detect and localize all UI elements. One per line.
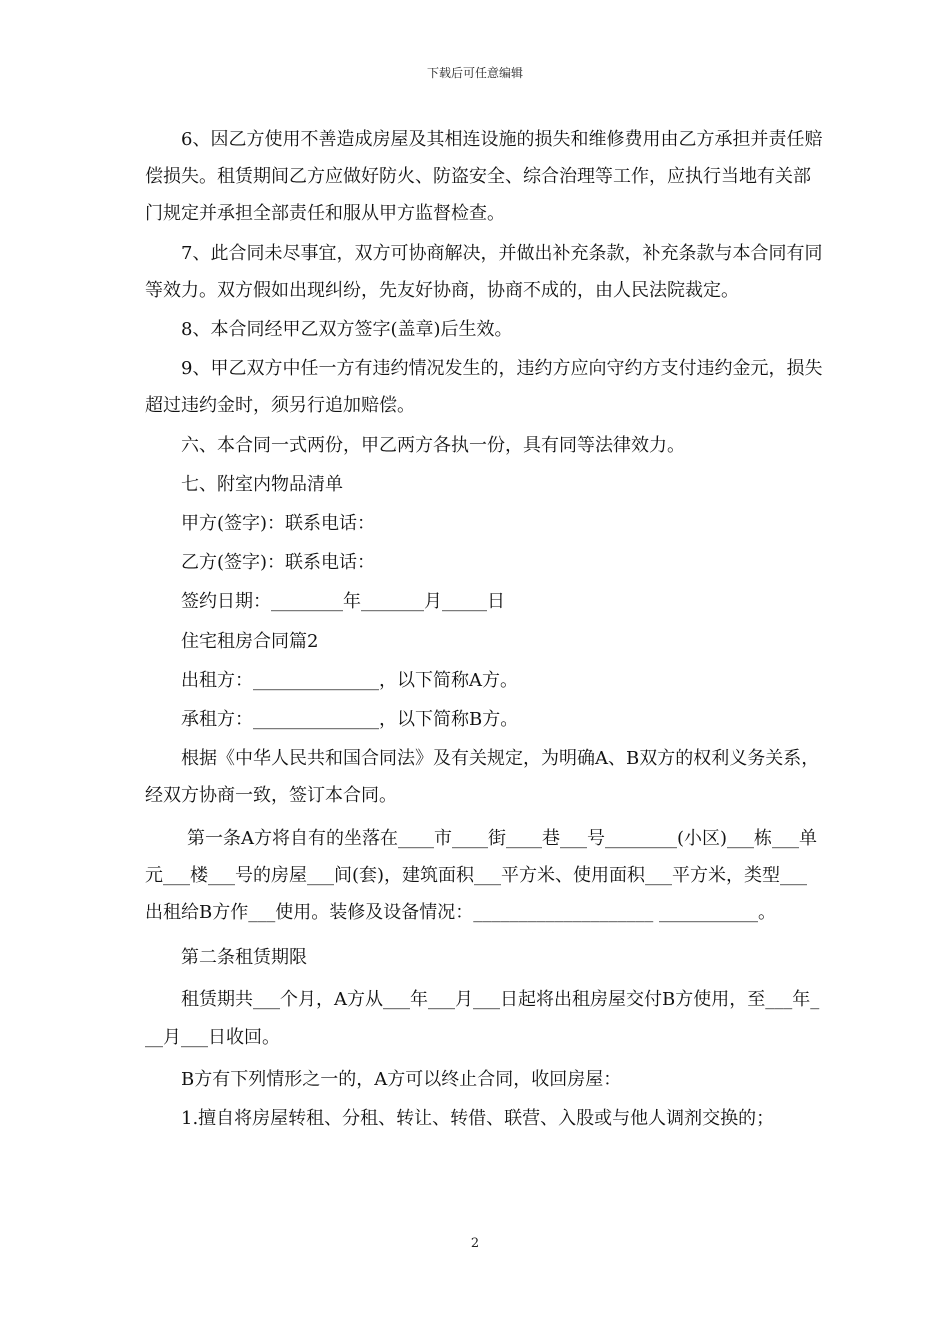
signing-date-line: 签约日期：________年_______月_____日 bbox=[181, 591, 505, 613]
termination-item-1: 1.擅自将房屋转租、分租、转让、转借、联营、入股或与他人调剂交换的； bbox=[181, 1108, 775, 1130]
article-1-paragraph: 第一条A方将自有的坐落在____市____街____巷___号________(小区)___栋___单元___楼___号的房屋___间(套)，建筑面积___平方米、使用面积___平方米，类型___出租给B方作___使用。装修及设备情况：____________________ ___________。 bbox=[145, 827, 818, 924]
lease-term-paragraph: 租赁期共___个月，A方从___年___月___日起将出租房屋交付B方使用，至___年___月___日收回。 bbox=[145, 989, 820, 1048]
section-7-heading: 七、附室内物品清单 bbox=[181, 473, 343, 495]
page-header: 下载后可任意编辑 bbox=[426, 66, 523, 80]
contract-2-title: 住宅租房合同篇2 bbox=[181, 630, 319, 652]
lessee-line: 承租方：______________，以下简称B方。 bbox=[181, 709, 519, 731]
party-b-signature-line: 乙方(签字)：联系电话： bbox=[181, 552, 376, 574]
document-body bbox=[145, 121, 825, 1137]
clause-6-paragraph: 6、因乙方使用不善造成房屋及其相连设施的损失和维修费用由乙方承担并责任赔偿损失。租赁期间乙方应做好防火、防盗安全、综合治理等工作，应执行当地有关部门规定并承担全部责任和服从甲方监督检查。 bbox=[145, 129, 823, 225]
section-6-paragraph: 六、本合同一式两份，甲乙两方各执一份，具有同等法律效力。 bbox=[181, 434, 685, 456]
party-a-signature-line: 甲方(签字)：联系电话： bbox=[181, 513, 376, 535]
termination-intro-paragraph: B方有下列情形之一的，A方可以终止合同，收回房屋： bbox=[181, 1068, 622, 1090]
clause-9-paragraph: 9、甲乙双方中任一方有违约情况发生的，违约方应向守约方支付违约金元，损失超过违约金时，须另行追加赔偿。 bbox=[145, 358, 823, 417]
lessor-line: 出租方：______________，以下简称A方。 bbox=[181, 669, 518, 691]
clause-7-paragraph: 7、此合同未尽事宜，双方可协商解决，并做出补充条款，补充条款与本合同有同等效力。双方假如出现纠纷，先友好协商，协商不成的，由人民法院裁定。 bbox=[145, 242, 823, 301]
article-2-heading: 第二条租赁期限 bbox=[181, 947, 307, 969]
preamble-paragraph: 根据《中华人民共和国合同法》及有关规定，为明确A、B双方的权利义务关系，经双方协商一致，签订本合同。 bbox=[145, 748, 820, 807]
page-number: 2 bbox=[470, 1236, 480, 1251]
clause-8-paragraph: 8、本合同经甲乙双方签字(盖章)后生效。 bbox=[181, 319, 513, 341]
